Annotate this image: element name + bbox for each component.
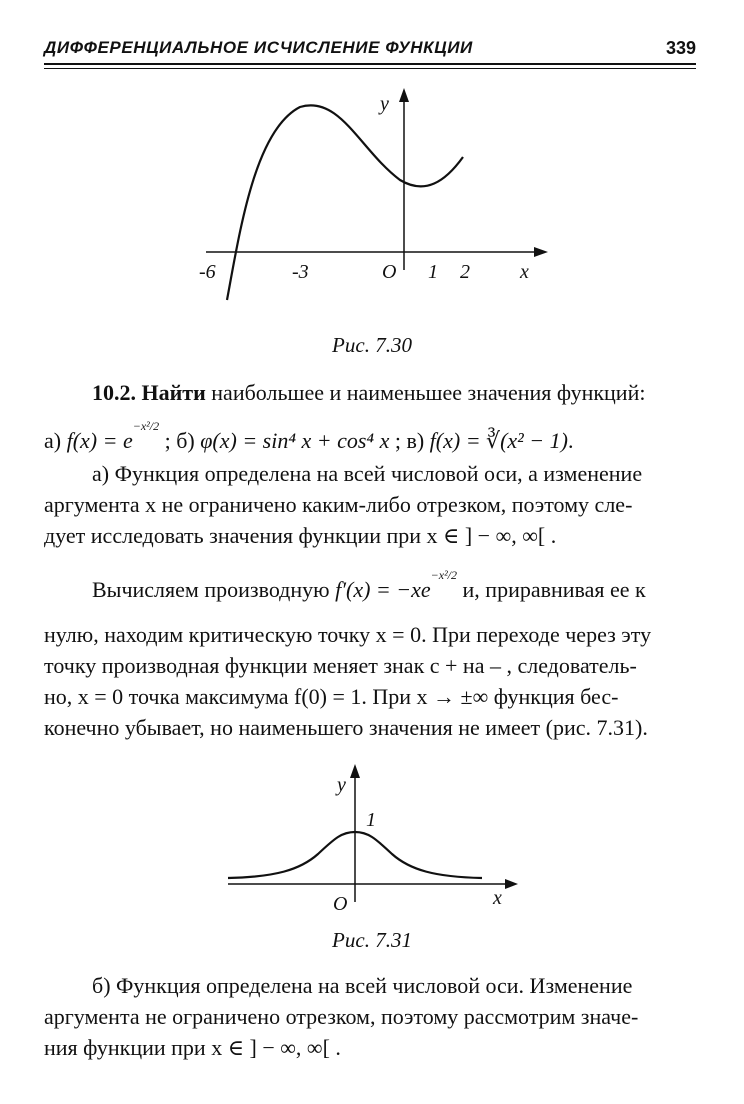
running-title: ДИФФЕРЕНЦИАЛЬНОЕ ИСЧИСЛЕНИЕ ФУНКЦИИ <box>44 38 473 57</box>
tick-label-1: 1 <box>428 261 438 283</box>
figure-caption-7-30: Рис. 7.30 <box>332 333 412 357</box>
problem-number: 10.2. <box>92 380 136 405</box>
part-b-label: ; б) <box>164 428 195 453</box>
paragraph-derivative-line-1 <box>44 568 700 609</box>
part-a-formula: f(x) = e <box>66 428 133 453</box>
derivative-intro: Вычисляем производную <box>92 577 330 602</box>
paragraph-a-line-1: а) Функция определена на всей числовой оси, а изменение <box>92 461 643 486</box>
part-c-formula: f(x) = ∛(x² − 1) <box>429 428 568 453</box>
derivative-exponent: −x²/2 <box>430 568 458 582</box>
paragraph-a-line-2: аргумента x не ограничено каким-либо отрезком, поэтому сле- <box>44 492 633 517</box>
figure-7-31 <box>0 758 744 928</box>
x-axis-arrow <box>505 879 518 889</box>
paragraph-derivative-line-5: конечно убывает, но наименьшего значения не имеет (рис. 7.31). <box>44 715 648 740</box>
part-a-label: а) <box>44 428 62 453</box>
problem-keyword: Найти <box>141 380 206 405</box>
y-axis-arrow <box>399 88 409 102</box>
derivative-rest: и, приравнивая ее к <box>462 577 646 602</box>
origin-label: O <box>382 261 397 283</box>
part-a-exponent: −x²/2 <box>132 419 160 433</box>
problem-parts <box>44 419 700 460</box>
paragraph-b-line-3: ния функции при x ∈ ] − ∞, ∞[ . <box>44 1035 341 1060</box>
parts-end: . <box>567 428 574 453</box>
paragraph-derivative-line-2: нулю, находим критическую точку x = 0. При переходе через эту <box>44 622 652 647</box>
paragraph-derivative-line-4: но, x = 0 точка максимума f(0) = 1. При x → ±∞ функция бес- <box>44 684 619 709</box>
figure-7-30 <box>0 80 744 420</box>
x-axis-arrow <box>534 247 548 257</box>
header-rule-thin <box>44 68 696 69</box>
problem-statement: наибольшее и наименьшее значения функций: <box>211 380 646 405</box>
part-b-formula: φ(x) = sin⁴ x + cos⁴ x <box>200 428 390 453</box>
origin-label: O <box>333 893 348 915</box>
y-axis-label: y <box>380 93 389 115</box>
paragraph-derivative-line-3: точку производная функции меняет знак с + на – , следователь- <box>44 653 637 678</box>
problem-heading <box>44 377 700 408</box>
paragraph-b-line-1: б) Функция определена на всей числовой оси. Изменение <box>92 973 633 998</box>
page-header <box>44 30 696 62</box>
peak-label: 1 <box>366 809 376 831</box>
figure-caption-7-31: Рис. 7.31 <box>332 928 412 952</box>
x-axis-label: x <box>520 261 529 283</box>
page-number: 339 <box>665 38 696 58</box>
derivative-formula: f′(x) = −xe <box>335 577 431 602</box>
tick-label-minus-6: -6 <box>199 261 216 283</box>
x-axis-label: x <box>493 887 502 909</box>
header-rule <box>44 63 696 65</box>
part-c-label: ; в) <box>394 428 425 453</box>
y-axis-label: y <box>337 774 346 796</box>
tick-label-minus-3: -3 <box>292 261 309 283</box>
paragraph-a-line-3: дует исследовать значения функции при x ∈ ] − ∞, ∞[ . <box>44 523 557 548</box>
paragraph-b-line-2: аргумента не ограничено отрезком, поэтому рассмотрим значе- <box>44 1004 639 1029</box>
tick-label-2: 2 <box>460 261 470 283</box>
y-axis-arrow <box>350 764 360 778</box>
